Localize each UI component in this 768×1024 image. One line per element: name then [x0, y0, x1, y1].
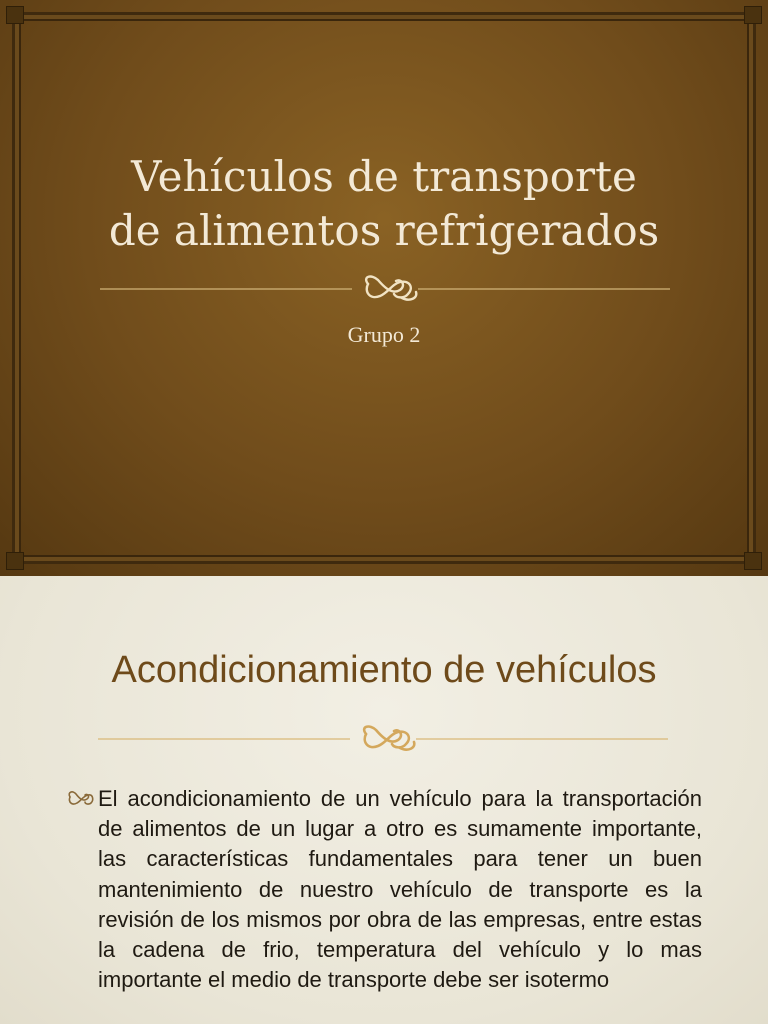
- scroll-ornament-icon: [100, 272, 670, 306]
- bullet-text: El acondicionamiento de un vehículo para la transportación de alimentos de un lugar a otro es sumamente importante, las características fundamentales para tener un buen mantenimiento de nuestro vehículo de transporte es la revisión de los mismos por obra de las empresas, entre estas la cadena de frio, temperatura del vehículo y lo mas importante el medio de transporte debe ser isotermo: [98, 786, 702, 993]
- frame-corner: [6, 6, 24, 24]
- title-line-1: Vehículos de transporte: [131, 152, 637, 201]
- scroll-bullet-icon: [66, 788, 96, 808]
- title-line-2: de alimentos refrigerados: [108, 206, 660, 255]
- slide-subtitle: Grupo 2: [347, 322, 421, 347]
- bullet-list-item: [66, 784, 702, 995]
- content-slide-title: Acondicionamiento de vehículos: [111, 649, 657, 691]
- scroll-ornament-icon: [98, 722, 668, 756]
- slide-title: [60, 150, 708, 258]
- frame-corner: [744, 552, 762, 570]
- frame-corner: [6, 552, 24, 570]
- frame-corner: [744, 6, 762, 24]
